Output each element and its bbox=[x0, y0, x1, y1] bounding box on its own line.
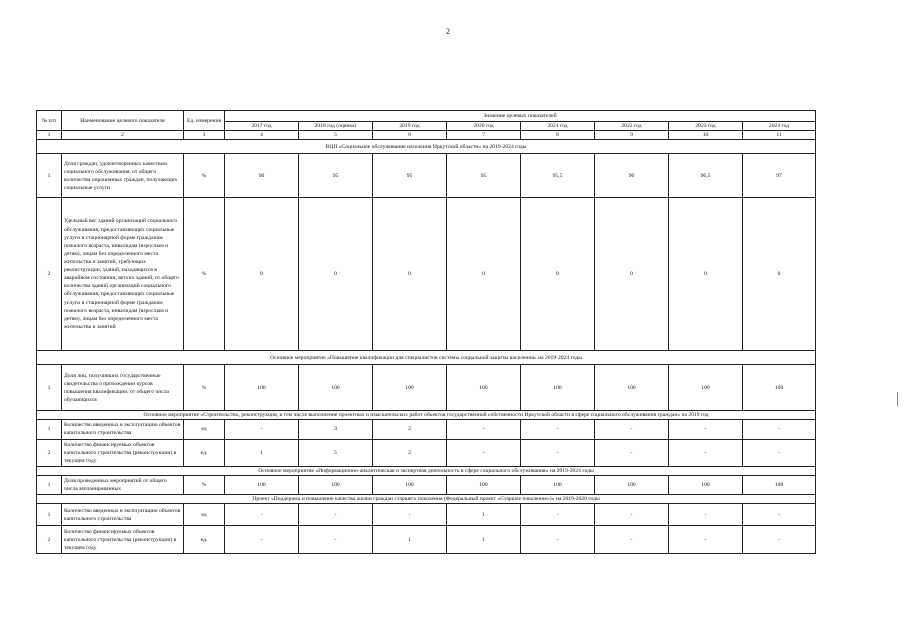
table-row bbox=[37, 365, 816, 411]
target-indicators-table bbox=[36, 110, 816, 554]
value-cell: 96,5 bbox=[669, 154, 743, 198]
value-cell: - bbox=[669, 420, 743, 439]
value-cell: - bbox=[225, 526, 299, 554]
value-cell: 100 bbox=[595, 475, 669, 494]
unit-cell: ед. bbox=[184, 526, 225, 554]
value-cell: 100 bbox=[299, 475, 373, 494]
row-number: 2 bbox=[37, 198, 62, 351]
unit-cell: ед. bbox=[184, 439, 225, 466]
table-row bbox=[37, 420, 816, 439]
section-title: Основное мероприятие «Повышение квалификации для специалистов системы социальной защиты населения» на 2019-2024 годы bbox=[37, 351, 816, 365]
indicator-name: Доля граждан, удовлетворенных качеством социального обслуживания, от общего количества опрошенных граждан, получающих социальные услуги bbox=[62, 154, 184, 198]
value-cell: - bbox=[595, 526, 669, 554]
column-number: 7 bbox=[447, 131, 521, 140]
value-cell: 100 bbox=[225, 365, 299, 411]
unit-cell: % bbox=[184, 365, 225, 411]
indicator-name: Количество финансируемых объектов капитального строительства (реконструкции) в текущем году bbox=[62, 439, 184, 466]
header-year: 2017 год bbox=[225, 122, 299, 131]
row-number: 1 bbox=[37, 475, 62, 494]
section-title: Основное мероприятие «Информационно-аналитическая и экспертная деятельность в сфере социального обслуживания» на 2019-2024 годы bbox=[37, 466, 816, 475]
header-num: № п/п bbox=[37, 111, 62, 131]
indicator-name: Количество введенных в эксплуатацию объектов капитального строительства bbox=[62, 504, 184, 526]
unit-cell: % bbox=[184, 475, 225, 494]
table-row bbox=[37, 154, 816, 198]
value-cell: 2 bbox=[373, 439, 447, 466]
value-cell: 1 bbox=[447, 504, 521, 526]
column-number: 2 bbox=[62, 131, 184, 140]
value-cell: - bbox=[225, 504, 299, 526]
header-unit: Ед. измерения bbox=[184, 111, 225, 131]
section-header-row bbox=[37, 495, 816, 504]
value-cell: 100 bbox=[373, 365, 447, 411]
value-cell: - bbox=[743, 504, 816, 526]
column-number: 9 bbox=[595, 131, 669, 140]
value-cell: 1 bbox=[373, 526, 447, 554]
value-cell: 95 bbox=[447, 154, 521, 198]
table-row bbox=[37, 526, 816, 554]
row-number: 2 bbox=[37, 439, 62, 466]
section-title: Проект «Поддержка и повышение качества жизни граждан старшего поколения (Федеральный проект «Старшее поколение»)» на 2019-2020 годы bbox=[37, 495, 816, 504]
column-number: 6 bbox=[373, 131, 447, 140]
unit-cell: % bbox=[184, 198, 225, 351]
value-cell: - bbox=[595, 420, 669, 439]
value-cell: 90 bbox=[225, 154, 299, 198]
value-cell: - bbox=[669, 526, 743, 554]
column-number: 8 bbox=[521, 131, 595, 140]
column-number: 5 bbox=[299, 131, 373, 140]
value-cell: 100 bbox=[299, 365, 373, 411]
value-cell: 0 bbox=[225, 198, 299, 351]
value-cell: 95 bbox=[299, 154, 373, 198]
value-cell: - bbox=[595, 504, 669, 526]
value-cell: - bbox=[743, 526, 816, 554]
column-number: 10 bbox=[669, 131, 743, 140]
indicator-name: Количество финансируемых объектов капитального строительства (реконструкции) в текущем году bbox=[62, 526, 184, 554]
value-cell: 100 bbox=[669, 475, 743, 494]
value-cell: - bbox=[595, 439, 669, 466]
table-row bbox=[37, 198, 816, 351]
value-cell: 0 bbox=[299, 198, 373, 351]
header-year: 2024 год bbox=[743, 122, 816, 131]
unit-cell: ед bbox=[184, 420, 225, 439]
header-year: 2021 год bbox=[521, 122, 595, 131]
value-cell: 95,5 bbox=[521, 154, 595, 198]
value-cell: - bbox=[521, 526, 595, 554]
value-cell: 0 bbox=[595, 198, 669, 351]
value-cell: 95 bbox=[373, 154, 447, 198]
section-title: ВЦП «Социальное обслуживание населения Иркутской области» на 2019-2024 годы bbox=[37, 140, 816, 154]
value-cell: 100 bbox=[447, 475, 521, 494]
header-year: 2019 год bbox=[373, 122, 447, 131]
value-cell: - bbox=[299, 504, 373, 526]
table-row bbox=[37, 475, 816, 494]
column-number: 11 bbox=[743, 131, 816, 140]
unit-cell: ед bbox=[184, 504, 225, 526]
section-header-row bbox=[37, 140, 816, 154]
value-cell: 100 bbox=[595, 365, 669, 411]
value-cell: - bbox=[669, 504, 743, 526]
value-cell: 100 bbox=[521, 365, 595, 411]
value-cell: 3 bbox=[299, 420, 373, 439]
section-header-row bbox=[37, 466, 816, 475]
column-number: 3 bbox=[184, 131, 225, 140]
value-cell: - bbox=[225, 420, 299, 439]
value-cell: - bbox=[521, 420, 595, 439]
row-number: 1 bbox=[37, 420, 62, 439]
header-values: Значение целевых показателей bbox=[225, 111, 816, 122]
value-cell: - bbox=[521, 439, 595, 466]
value-cell: 100 bbox=[447, 365, 521, 411]
indicator-name: Доля лиц, получивших государственные свидетельства о прохождении курсов повышения квалификации, от общего числа обучающихся bbox=[62, 365, 184, 411]
row-number: 2 bbox=[37, 526, 62, 554]
column-number: 4 bbox=[225, 131, 299, 140]
value-cell: 2 bbox=[373, 420, 447, 439]
value-cell: 100 bbox=[743, 365, 816, 411]
edge-mark bbox=[897, 392, 898, 406]
value-cell: 0 bbox=[373, 198, 447, 351]
value-cell: - bbox=[521, 504, 595, 526]
header-year: 2023 год bbox=[669, 122, 743, 131]
value-cell: - bbox=[743, 420, 816, 439]
value-cell: 100 bbox=[521, 475, 595, 494]
value-cell: - bbox=[669, 439, 743, 466]
value-cell: - bbox=[743, 439, 816, 466]
value-cell: 100 bbox=[373, 475, 447, 494]
section-header-row bbox=[37, 351, 816, 365]
row-number: 1 bbox=[37, 154, 62, 198]
section-header-row bbox=[37, 411, 816, 420]
value-cell: 0 bbox=[521, 198, 595, 351]
value-cell: 1 bbox=[225, 439, 299, 466]
section-title: Основное мероприятие «Строительство, реконструкция, в том числе выполнение проектных и изыскательских работ объектов государственной собственности Иркутской области в сфере социального обслуживания граждан» на 2019 год bbox=[37, 411, 816, 420]
value-cell: - bbox=[447, 439, 521, 466]
unit-cell: % bbox=[184, 154, 225, 198]
header-name: Наименование целевого показателя bbox=[62, 111, 184, 131]
row-number: 1 bbox=[37, 365, 62, 411]
header-year: 2020 год bbox=[447, 122, 521, 131]
value-cell: 1 bbox=[447, 526, 521, 554]
value-cell: - bbox=[299, 526, 373, 554]
table-row bbox=[37, 504, 816, 526]
value-cell: 0 bbox=[447, 198, 521, 351]
value-cell: - bbox=[447, 420, 521, 439]
indicator-name: Количество введенных в эксплуатацию объектов капитального строительства bbox=[62, 420, 184, 439]
row-number: 1 bbox=[37, 504, 62, 526]
indicator-name: Доля проведенных мероприятий от общего числа запланированных bbox=[62, 475, 184, 494]
value-cell: 100 bbox=[669, 365, 743, 411]
value-cell: 5 bbox=[299, 439, 373, 466]
indicator-name: Удельный вес зданий организаций социального обслуживания, предоставляющих социальные услуги в стационарной форме гражданам пожилого возраста, инвалидам (взрослым и детям), лицам без определенного места жительства и занятий, требующих реконструкции, зданий, находящихся в аварийном состоянии, ветхих зданий, от общего количества зданий организаций социального обслуживания, предоставляющих социальные услуги в стационарной форме гражданам пожилого возраста, инвалидам (взрослым и детям), лицам без определенного места жительства и занятий bbox=[62, 198, 184, 351]
value-cell: 97 bbox=[743, 154, 816, 198]
value-cell: 0 bbox=[743, 198, 816, 351]
page-number: 2 bbox=[446, 27, 450, 36]
table-row bbox=[37, 439, 816, 466]
header-year: 2018 год (оценка) bbox=[299, 122, 373, 131]
value-cell: 100 bbox=[743, 475, 816, 494]
value-cell: 100 bbox=[225, 475, 299, 494]
value-cell: 0 bbox=[669, 198, 743, 351]
header-year: 2022 год bbox=[595, 122, 669, 131]
value-cell: 96 bbox=[595, 154, 669, 198]
column-number: 1 bbox=[37, 131, 62, 140]
value-cell: - bbox=[373, 504, 447, 526]
